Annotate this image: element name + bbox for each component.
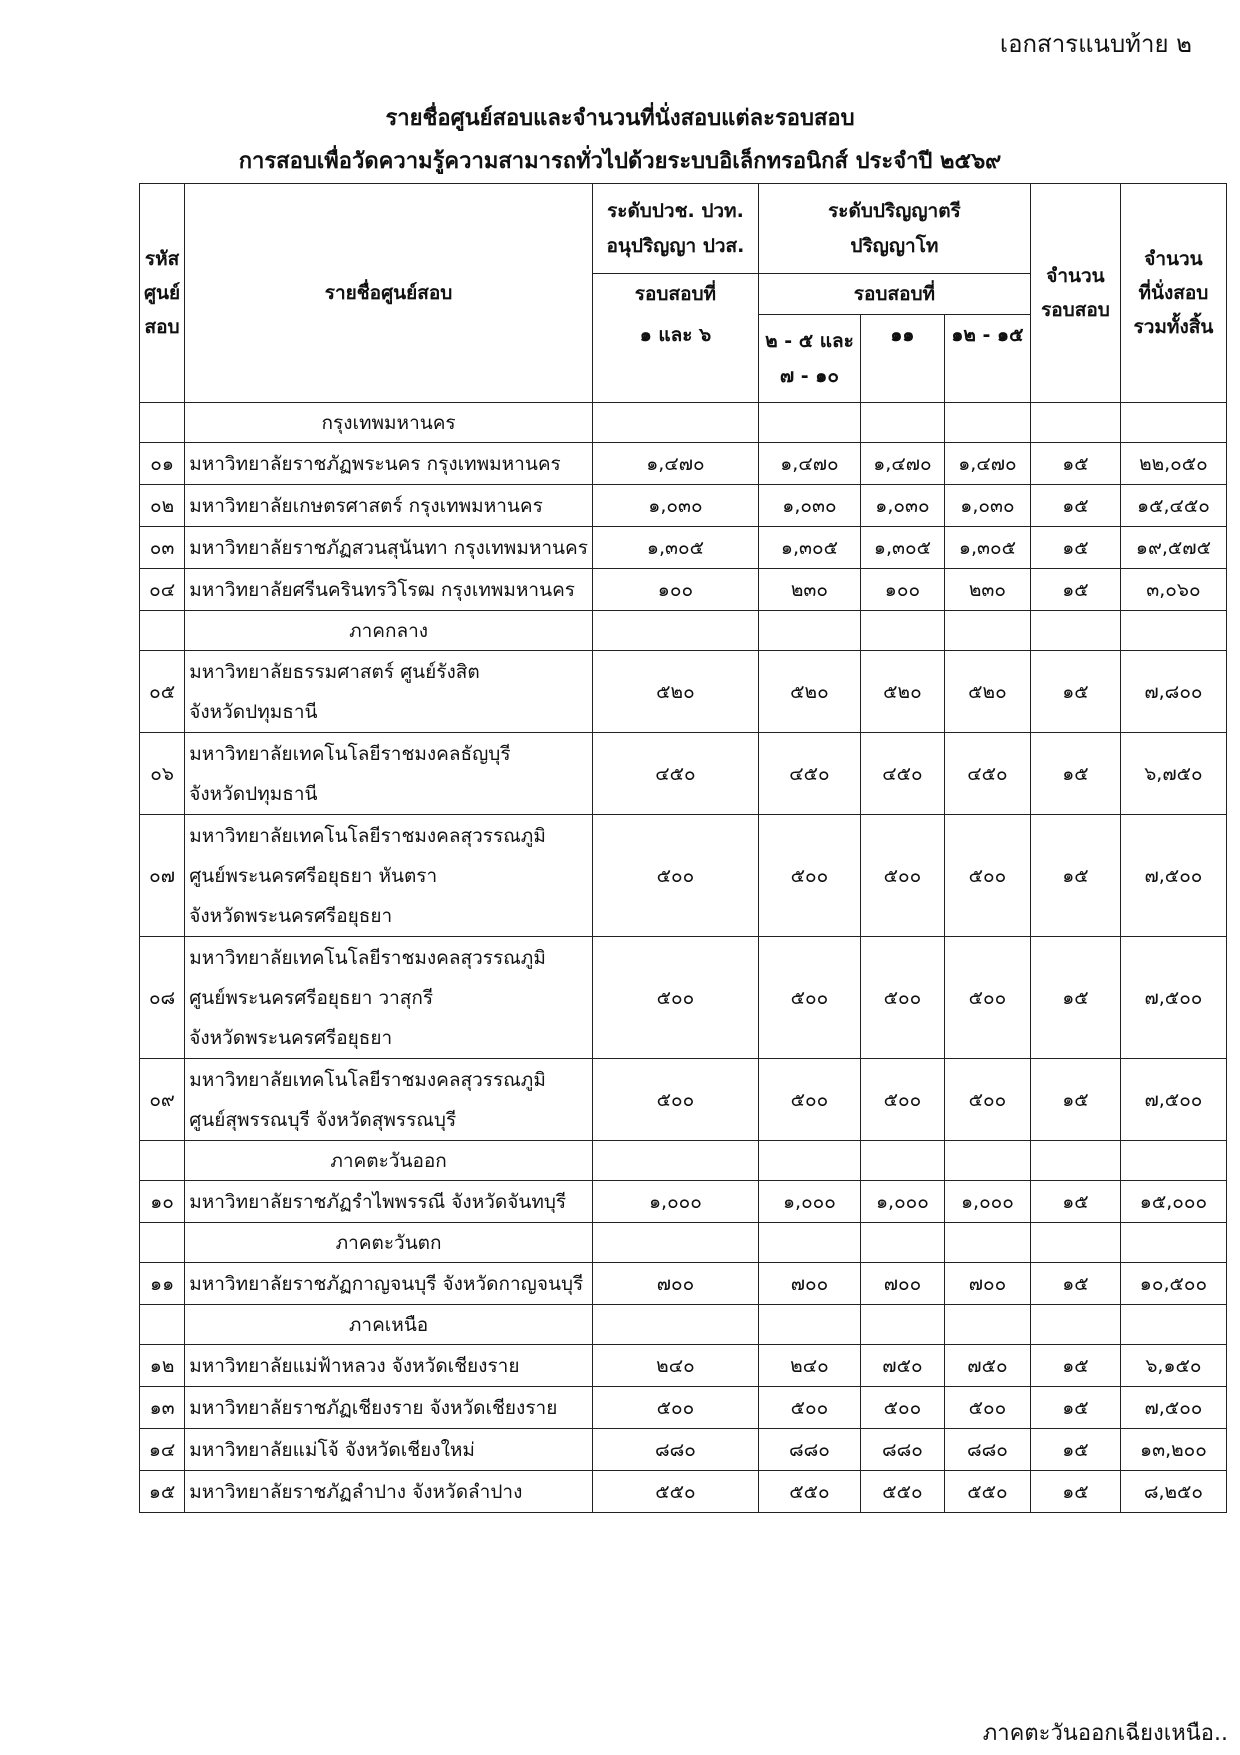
empty-cell [140, 1141, 185, 1181]
seats-level1: ๔๕๐ [592, 733, 758, 815]
seats-round-b: ๗๕๐ [860, 1345, 944, 1387]
seats-level1: ๑๐๐ [592, 569, 758, 611]
center-name-line: มหาวิทยาลัยราชภัฏลำปาง จังหวัดลำปาง [189, 1480, 523, 1503]
empty-cell [1030, 611, 1120, 651]
seats-level1: ๑,๔๗๐ [592, 443, 758, 485]
seats-round-c: ๕๒๐ [944, 651, 1030, 733]
center-code: ๑๓ [140, 1387, 185, 1429]
rounds-count: ๑๕ [1030, 815, 1120, 937]
seats-round-a: ๘๘๐ [758, 1429, 860, 1471]
total-seats: ๖,๗๕๐ [1120, 733, 1226, 815]
empty-cell [1120, 1305, 1226, 1345]
total-seats: ๑๕,๔๕๐ [1120, 485, 1226, 527]
total-seats: ๗,๕๐๐ [1120, 815, 1226, 937]
table-row [140, 1263, 1227, 1305]
seats-round-b: ๕๐๐ [860, 1059, 944, 1141]
region-name: ภาคตะวันตก [185, 1223, 593, 1263]
center-name-cell [185, 569, 593, 611]
table-body [140, 403, 1227, 1513]
seats-level1: ๕๐๐ [592, 937, 758, 1059]
center-code: ๑๑ [140, 1263, 185, 1305]
table-row [140, 1345, 1227, 1387]
center-name-line: ศูนย์พระนครศรีอยุธยา วาสุกรี [189, 986, 434, 1009]
center-code: ๐๗ [140, 815, 185, 937]
table-row [140, 937, 1227, 1059]
seats-level1: ๕๒๐ [592, 651, 758, 733]
seats-round-b: ๕๐๐ [860, 815, 944, 937]
table-row [140, 733, 1227, 815]
seats-round-b: ๕๒๐ [860, 651, 944, 733]
page-subtitle: การสอบเพื่อวัดความรู้ความสามารถทั่วไปด้วยระบบอิเล็กทรอนิกส์ ประจำปี ๒๕๖๙ [238, 149, 1002, 174]
empty-cell [140, 403, 185, 443]
header-round-label-l2: รอบสอบที่ [758, 274, 1030, 315]
region-row [140, 403, 1227, 443]
table-row [140, 1387, 1227, 1429]
seats-round-b: ๑,๐๐๐ [860, 1181, 944, 1223]
seats-level1: ๑,๐๐๐ [592, 1181, 758, 1223]
header-round-label-l1: รอบสอบที่ [592, 274, 758, 315]
table-row [140, 1059, 1227, 1141]
seats-level1: ๗๐๐ [592, 1263, 758, 1305]
center-name-cell [185, 1429, 593, 1471]
empty-cell [860, 1141, 944, 1181]
rounds-count: ๑๕ [1030, 527, 1120, 569]
empty-cell [1120, 403, 1226, 443]
seats-round-c: ๑,๐๐๐ [944, 1181, 1030, 1223]
center-name-cell [185, 1263, 593, 1305]
center-name-line: มหาวิทยาลัยราชภัฏสวนสุนันทา กรุงเทพมหานคร [189, 536, 588, 559]
seats-round-b: ๕๐๐ [860, 937, 944, 1059]
exam-centers-table [139, 183, 1227, 1513]
empty-cell [860, 1223, 944, 1263]
attachment-label: เอกสารแนบท้าย ๒ [999, 30, 1192, 58]
center-code: ๐๓ [140, 527, 185, 569]
table-row [140, 569, 1227, 611]
table-row [140, 527, 1227, 569]
empty-cell [140, 1223, 185, 1263]
rounds-count: ๑๕ [1030, 569, 1120, 611]
center-name-cell [185, 1471, 593, 1513]
seats-level1: ๘๘๐ [592, 1429, 758, 1471]
empty-cell [592, 611, 758, 651]
total-seats: ๑๓,๒๐๐ [1120, 1429, 1226, 1471]
center-name-cell [185, 733, 593, 815]
total-seats: ๖,๑๕๐ [1120, 1345, 1226, 1387]
center-name-line: มหาวิทยาลัยราชภัฏรำไพพรรณี จังหวัดจันทบุรี [189, 1190, 567, 1213]
rounds-count: ๑๕ [1030, 651, 1120, 733]
seats-round-a: ๒๔๐ [758, 1345, 860, 1387]
center-code: ๐๘ [140, 937, 185, 1059]
seats-round-a: ๔๕๐ [758, 733, 860, 815]
rounds-count: ๑๕ [1030, 485, 1120, 527]
seats-round-a: ๕๐๐ [758, 1059, 860, 1141]
seats-round-c: ๑,๐๓๐ [944, 485, 1030, 527]
seats-round-a: ๑,๐๓๐ [758, 485, 860, 527]
empty-cell [1030, 1141, 1120, 1181]
empty-cell [758, 1223, 860, 1263]
region-row [140, 611, 1227, 651]
center-name-line: มหาวิทยาลัยราชภัฏพระนคร กรุงเทพมหานคร [189, 452, 561, 475]
rounds-count: ๑๕ [1030, 1429, 1120, 1471]
seats-round-c: ๔๕๐ [944, 733, 1030, 815]
center-name-line: จังหวัดปทุมธานี [189, 700, 318, 723]
center-name-line: มหาวิทยาลัยแม่ฟ้าหลวง จังหวัดเชียงราย [189, 1354, 520, 1377]
seats-round-a: ๗๐๐ [758, 1263, 860, 1305]
center-name-line: มหาวิทยาลัยเทคโนโลยีราชมงคลสุวรรณภูมิ [189, 824, 546, 847]
empty-cell [944, 403, 1030, 443]
seats-round-b: ๑,๔๗๐ [860, 443, 944, 485]
empty-cell [140, 1305, 185, 1345]
seats-round-b: ๑๐๐ [860, 569, 944, 611]
center-name-line: มหาวิทยาลัยราชภัฏกาญจนบุรี จังหวัดกาญจนบุรี [189, 1272, 584, 1295]
header-round-b: ๑๑ [860, 315, 944, 403]
empty-cell [1120, 1141, 1226, 1181]
region-name: ภาคเหนือ [185, 1305, 593, 1345]
region-row [140, 1305, 1227, 1345]
table-row [140, 1429, 1227, 1471]
region-name: ภาคตะวันออก [185, 1141, 593, 1181]
seats-round-b: ๑,๓๐๕ [860, 527, 944, 569]
seats-round-c: ๒๓๐ [944, 569, 1030, 611]
table-row [140, 815, 1227, 937]
seats-round-b: ๕๐๐ [860, 1387, 944, 1429]
center-name-cell [185, 485, 593, 527]
center-code: ๑๔ [140, 1429, 185, 1471]
rounds-count: ๑๕ [1030, 1181, 1120, 1223]
center-name-line: จังหวัดพระนครศรีอยุธยา [189, 1026, 393, 1049]
header-center-name: รายชื่อศูนย์สอบ [185, 184, 593, 403]
empty-cell [592, 1223, 758, 1263]
center-name-line: มหาวิทยาลัยแม่โจ้ จังหวัดเชียงใหม่ [189, 1438, 475, 1461]
center-name-line: มหาวิทยาลัยศรีนครินทรวิโรฒ กรุงเทพมหานคร [189, 578, 575, 601]
rounds-count: ๑๕ [1030, 1263, 1120, 1305]
seats-round-a: ๕๐๐ [758, 815, 860, 937]
total-seats: ๗,๕๐๐ [1120, 1387, 1226, 1429]
header-code: รหัส ศูนย์ สอบ [140, 184, 185, 403]
center-name-cell [185, 1181, 593, 1223]
empty-cell [758, 1141, 860, 1181]
center-name-cell [185, 651, 593, 733]
total-seats: ๗,๕๐๐ [1120, 937, 1226, 1059]
total-seats: ๑๙,๕๗๕ [1120, 527, 1226, 569]
empty-cell [1030, 403, 1120, 443]
region-name: ภาคกลาง [185, 611, 593, 651]
seats-round-b: ๗๐๐ [860, 1263, 944, 1305]
rounds-count: ๑๕ [1030, 1471, 1120, 1513]
seats-round-a: ๑,๔๗๐ [758, 443, 860, 485]
center-code: ๑๐ [140, 1181, 185, 1223]
empty-cell [758, 1305, 860, 1345]
center-code: ๑๒ [140, 1345, 185, 1387]
header-round-l1: ๑ และ ๖ [592, 315, 758, 403]
rounds-count: ๑๕ [1030, 443, 1120, 485]
center-name-cell [185, 527, 593, 569]
seats-level1: ๑,๐๓๐ [592, 485, 758, 527]
empty-cell [592, 403, 758, 443]
center-name-cell [185, 1059, 593, 1141]
empty-cell [860, 403, 944, 443]
empty-cell [944, 1141, 1030, 1181]
rounds-count: ๑๕ [1030, 733, 1120, 815]
rounds-count: ๑๕ [1030, 937, 1120, 1059]
seats-round-b: ๕๕๐ [860, 1471, 944, 1513]
center-code: ๐๖ [140, 733, 185, 815]
empty-cell [758, 403, 860, 443]
empty-cell [140, 611, 185, 651]
seats-round-c: ๑,๓๐๕ [944, 527, 1030, 569]
center-name-line: จังหวัดพระนครศรีอยุธยา [189, 904, 393, 927]
empty-cell [592, 1305, 758, 1345]
center-name-line: มหาวิทยาลัยธรรมศาสตร์ ศูนย์รังสิต [189, 660, 480, 683]
seats-round-a: ๕๐๐ [758, 937, 860, 1059]
center-name-cell [185, 1387, 593, 1429]
total-seats: ๑๐,๕๐๐ [1120, 1263, 1226, 1305]
seats-round-c: ๘๘๐ [944, 1429, 1030, 1471]
region-name: กรุงเทพมหานคร [185, 403, 593, 443]
rounds-count: ๑๕ [1030, 1345, 1120, 1387]
total-seats: ๘,๒๕๐ [1120, 1471, 1226, 1513]
seats-round-c: ๕๐๐ [944, 937, 1030, 1059]
center-code: ๐๔ [140, 569, 185, 611]
seats-round-c: ๗๐๐ [944, 1263, 1030, 1305]
center-code: ๑๕ [140, 1471, 185, 1513]
table-header [140, 184, 1227, 403]
empty-cell [944, 611, 1030, 651]
seats-round-a: ๒๓๐ [758, 569, 860, 611]
header-rounds-count: จำนวน รอบสอบ [1030, 184, 1120, 403]
seats-level1: ๒๔๐ [592, 1345, 758, 1387]
seats-level1: ๕๐๐ [592, 815, 758, 937]
table-row [140, 485, 1227, 527]
center-name-cell [185, 443, 593, 485]
center-name-line: ศูนย์สุพรรณบุรี จังหวัดสุพรรณบุรี [189, 1108, 457, 1131]
table-row [140, 1471, 1227, 1513]
header-total-seats: จำนวน ที่นั่งสอบ รวมทั้งสิ้น [1120, 184, 1226, 403]
region-row [140, 1223, 1227, 1263]
seats-round-c: ๕๐๐ [944, 1059, 1030, 1141]
header-level2: ระดับปริญญาตรี ปริญญาโท [758, 184, 1030, 274]
center-name-cell [185, 815, 593, 937]
empty-cell [860, 611, 944, 651]
table-row [140, 443, 1227, 485]
page-title: รายชื่อศูนย์สอบและจำนวนที่นั่งสอบแต่ละรอบสอบ [385, 106, 855, 131]
seats-round-b: ๑,๐๓๐ [860, 485, 944, 527]
center-name-line: จังหวัดปทุมธานี [189, 782, 318, 805]
seats-round-c: ๕๕๐ [944, 1471, 1030, 1513]
total-seats: ๑๕,๐๐๐ [1120, 1181, 1226, 1223]
seats-round-b: ๘๘๐ [860, 1429, 944, 1471]
center-name-line: มหาวิทยาลัยเทคโนโลยีราชมงคลสุวรรณภูมิ [189, 946, 546, 969]
center-name-line: มหาวิทยาลัยราชภัฏเชียงราย จังหวัดเชียงราย [189, 1396, 558, 1419]
table-row [140, 651, 1227, 733]
empty-cell [1030, 1223, 1120, 1263]
header-level1: ระดับปวช. ปวท. อนุปริญญา ปวส. [592, 184, 758, 274]
center-name-line: มหาวิทยาลัยเทคโนโลยีราชมงคลธัญบุรี [189, 742, 511, 765]
center-code: ๐๑ [140, 443, 185, 485]
region-row [140, 1141, 1227, 1181]
empty-cell [944, 1305, 1030, 1345]
total-seats: ๒๒,๐๕๐ [1120, 443, 1226, 485]
empty-cell [944, 1223, 1030, 1263]
total-seats: ๓,๐๖๐ [1120, 569, 1226, 611]
center-name-line: ศูนย์พระนครศรีอยุธยา หันตรา [189, 864, 438, 887]
center-code: ๐๒ [140, 485, 185, 527]
total-seats: ๗,๘๐๐ [1120, 651, 1226, 733]
center-name-cell [185, 1345, 593, 1387]
seats-round-c: ๕๐๐ [944, 815, 1030, 937]
center-name-line: มหาวิทยาลัยเกษตรศาสตร์ กรุงเทพมหานคร [189, 494, 543, 517]
seats-level1: ๕๐๐ [592, 1059, 758, 1141]
seats-level1: ๕๐๐ [592, 1387, 758, 1429]
empty-cell [592, 1141, 758, 1181]
center-name-line: มหาวิทยาลัยเทคโนโลยีราชมงคลสุวรรณภูมิ [189, 1068, 546, 1091]
total-seats: ๗,๕๐๐ [1120, 1059, 1226, 1141]
center-code: ๐๕ [140, 651, 185, 733]
continuation-note: ภาคตะวันออกเฉียงเหนือ.. [982, 1721, 1228, 1746]
rounds-count: ๑๕ [1030, 1059, 1120, 1141]
seats-round-c: ๑,๔๗๐ [944, 443, 1030, 485]
seats-round-b: ๔๕๐ [860, 733, 944, 815]
table-row [140, 1181, 1227, 1223]
header-round-c: ๑๒ - ๑๕ [944, 315, 1030, 403]
empty-cell [758, 611, 860, 651]
seats-round-a: ๕๐๐ [758, 1387, 860, 1429]
seats-round-a: ๑,๐๐๐ [758, 1181, 860, 1223]
seats-level1: ๑,๓๐๕ [592, 527, 758, 569]
center-code: ๐๙ [140, 1059, 185, 1141]
empty-cell [860, 1305, 944, 1345]
empty-cell [1120, 611, 1226, 651]
seats-round-c: ๕๐๐ [944, 1387, 1030, 1429]
rounds-count: ๑๕ [1030, 1387, 1120, 1429]
empty-cell [1030, 1305, 1120, 1345]
center-name-cell [185, 937, 593, 1059]
seats-level1: ๕๕๐ [592, 1471, 758, 1513]
empty-cell [1120, 1223, 1226, 1263]
seats-round-a: ๑,๓๐๕ [758, 527, 860, 569]
seats-round-c: ๗๕๐ [944, 1345, 1030, 1387]
header-round-a: ๒ - ๕ และ ๗ - ๑๐ [758, 315, 860, 403]
seats-round-a: ๕๒๐ [758, 651, 860, 733]
seats-round-a: ๕๕๐ [758, 1471, 860, 1513]
